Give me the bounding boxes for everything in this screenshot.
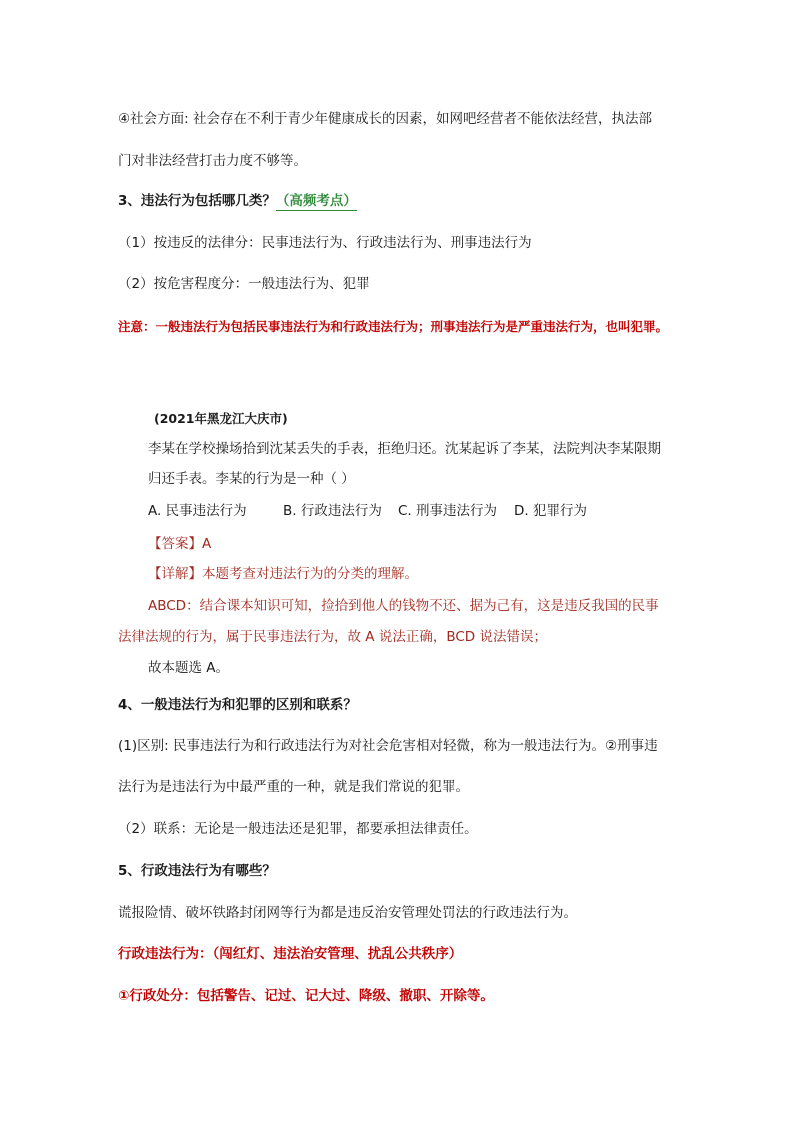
option-d: D. 犯罪行为 <box>514 503 587 519</box>
answer: 【答案】A <box>148 536 212 552</box>
detail <box>148 565 418 583</box>
sec3-item-2: （2）按危害程度分：一般违法行为、犯罪 <box>118 276 370 292</box>
section-4-title: 4、一般违法行为和犯罪的区别和联系？ <box>118 697 357 713</box>
question-source: (2021年黑龙江大庆市) <box>154 411 288 426</box>
analysis-line-2: 法律法规的行为，属于民事违法行为，故 A 说法正确，BCD 说法错误； <box>118 629 547 645</box>
option-b: B. 行政违法行为 <box>283 503 382 519</box>
sec4-diff-2: 法行为是违法行为中最严重的一种，就是我们常说的犯罪。 <box>118 779 469 795</box>
section-3-heading <box>118 192 357 210</box>
option-c: C. 刑事违法行为 <box>398 503 498 519</box>
sec3-note: 注意：一般违法行为包括民事违法行为和行政违法行为；刑事违法行为是严重违法行为，也叫犯罪。 <box>118 319 669 334</box>
question-stem-1: 李某在学校操场拾到沈某丢失的手表，拒绝归还。沈某起诉了李某，法院判决李某限期 <box>148 441 661 457</box>
conclusion: 故本题选 A。 <box>148 660 230 676</box>
option-a: A. 民事违法行为 <box>148 503 247 519</box>
detail-text: 【详解】本题考查对违法行为的分类的理解。 <box>148 566 418 582</box>
sec5-text: 谎报险情、破坏铁路封闭网等行为都是违反治安管理处罚法的行政违法行为。 <box>118 905 577 921</box>
society-line-1: ④社会方面: 社会存在不利于青少年健康成长的因素，如网吧经营者不能依法经营，执法部 <box>118 111 652 127</box>
society-line-2: 门对非法经营打击力度不够等。 <box>118 153 307 169</box>
section-5-title: 5、行政违法行为有哪些？ <box>118 863 276 879</box>
high-frequency-tag: （高频考点） <box>275 193 357 209</box>
sec4-diff-1: (1)区别: 民事违法行为和行政违法行为对社会危害相对轻微，称为一般违法行为。②刑事违 <box>118 738 658 754</box>
sec4-link: （2）联系：无论是一般违法还是犯罪，都要承担法律责任。 <box>118 821 478 837</box>
section-3-title: 3、违法行为包括哪几类？ <box>118 193 276 209</box>
question-stem-2: 归还手表。李某的行为是一种（ ） <box>148 471 355 487</box>
sec3-item-1: （1）按违反的法律分：民事违法行为、行政违法行为、刑事违法行为 <box>118 235 532 251</box>
analysis-line-1: ABCD：结合课本知识可知，捡拾到他人的钱物不还、据为己有，这是违反我国的民事 <box>148 598 659 614</box>
sec5-punish: ①行政处分：包括警告、记过、记大过、降级、撤职、开除等。 <box>118 988 494 1004</box>
sec5-def: 行政违法行为：（闯红灯、违法治安管理、扰乱公共秩序） <box>118 946 463 962</box>
